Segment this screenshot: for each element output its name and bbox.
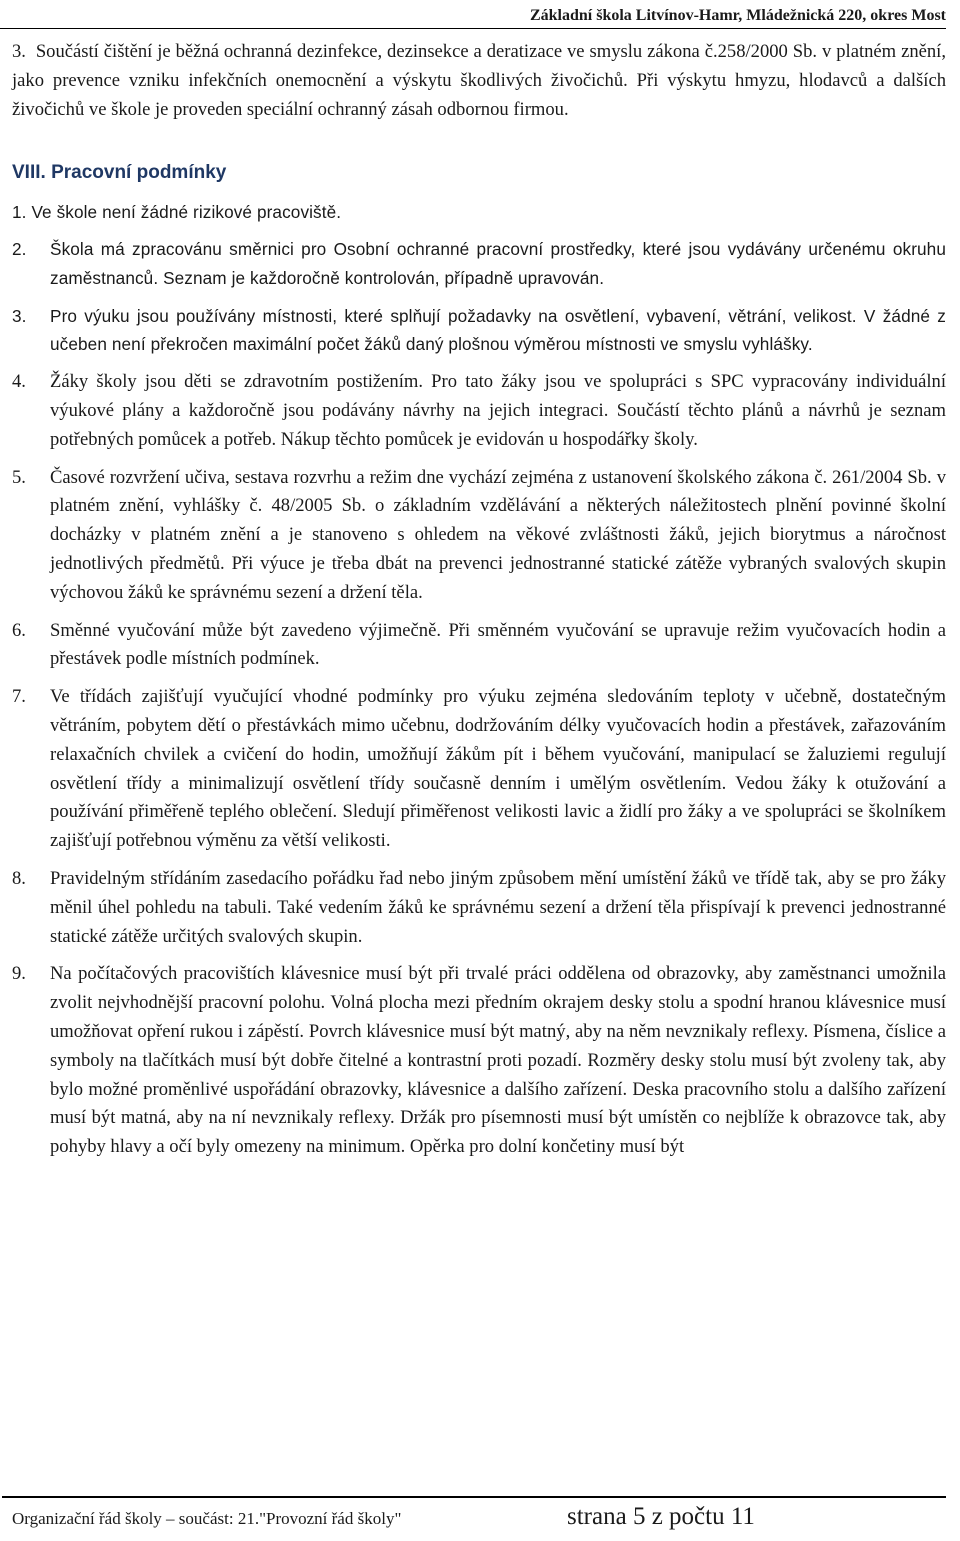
item-number: 5.: [12, 466, 26, 488]
header-school-name: Základní škola Litvínov-Hamr, Mládežnická 220, okres Most: [529, 7, 946, 24]
item-number: 7.: [12, 686, 26, 708]
intro-text: Součástí čištění je běžná ochranná dezinfekce, dezinsekce a deratizace ve smyslu zákona č.258/2000 Sb. v platném znění, jako prevence vzniku infekčních onemocnění a výskytu škodlivých živočichů. Při výskytu hmyzu, hlodavců a dalších živočichů ve škole je proveden speciální ochranný zásah odbornou firmou.: [12, 41, 946, 120]
list-item: [12, 302, 946, 360]
intro-number: 3.: [12, 41, 26, 62]
item-text: Časové rozvržení učiva, sestava rozvrhu a režim dne vychází zejména z ustanovení školského zákona č. 261/2004 Sb. v platném znění, vyhlášky č. 48/2005 Sb. o základním vzdělávání a některých náležitostech plnění povinné školní docházky v platném znění a je stanoveno s ohledem na věkové zvláštnosti žáků, jejich biorytmus a náročnost jednotlivých předmětů. Při výuce je třeba dbát na prevenci jednostranné statické zátěže vybraných svalových skupin výchovou žáků ke správnému sezení a držení těla.: [50, 466, 946, 603]
page-header: [0, 4, 946, 29]
list-item: [12, 865, 946, 951]
list-item: [12, 368, 946, 454]
list-item: [12, 617, 946, 675]
intro-paragraph: [12, 38, 946, 124]
item-number: 4.: [12, 371, 26, 393]
item-text: Na počítačových pracovištích klávesnice musí být při trvalé práci oddělena od obrazovky, aby zaměstnanci umožnila zvolit nejvhodnější pracovní polohu. Volná plocha mezi předním okrajem desky stolu a spodní hranou klávesnice musí umožňovat opření rukou i zápěstí. Povrch klávesnice musí být matný, aby na něm nevznikaly reflexy. Písmena, číslice a symboly na tlačítkách musí být dobře čitelné a kontrastní proti pozadí. Rozměry desky stolu musí být zvoleny tak, aby bylo možné proměnlivé uspořádání obrazovky, klávesnice a dalšího zařízení. Deska pracovního stolu a dalšího zařízení musí být matná, aby na ní nevznikaly reflexy. Držák pro písemnosti musí být umístěn co nejblíže k obrazovce tak, aby pohyby hlavy a očí byly omezeny na minimum. Opěrka pro dolní končetiny musí být: [50, 963, 946, 1158]
item-text: Ve škole není žádné rizikové pracoviště.: [31, 202, 342, 223]
item-text: Pravidelným střídáním zasedacího pořádku řad nebo jiným způsobem mění umístění žáků ve třídě tak, aby se pro žáky měnil úhel pohledu na tabuli. Také vedením žáků ke správnému sezení a držení těla přispívají k prevenci jednostranné statické zátěže určitých svalových skupin.: [50, 867, 946, 947]
item-number: 2.: [12, 238, 27, 259]
item-text: Ve třídách zajišťují vyučující vhodné podmínky pro výuku zejména sledováním teploty v učebně, dostatečným větráním, pobytem dětí o přestávkách mimo učebnu, dodržováním délky vyučovacích hodin a přestávek, zařazováním relaxačních chvilek a cvičení do hodin, umožňují žákům pít i během vyučování, manipulací se žaluziemi regulují osvětlení třídy a minimalizují osvětlení třídy současně denním i umělým osvětlením. Vedou žáky k otužování a používání přiměřeně teplého oblečení. Sledují přiměřenost velikosti lavic a židlí pro žáky a ve spolupráci se školníkem zajišťují potřebnou výměnu za větší velikosti.: [50, 686, 946, 852]
page-footer: [2, 1496, 946, 1538]
list-item: [12, 683, 946, 856]
item-number: 6.: [12, 619, 26, 641]
document-body: [12, 38, 946, 1171]
item-number: 3.: [12, 305, 27, 326]
item-number: 8.: [12, 867, 26, 889]
item-text: Škola má zpracovánu směrnici pro Osobní ochranné pracovní prostředky, které jsou vydávány určenému okruhu zaměstnanců. Seznam je každoročně kontrolován, případně upravován.: [50, 238, 946, 288]
list-item: [12, 960, 946, 1162]
item-text: Pro výuku jsou používány místnosti, které splňují požadavky na osvětlení, vybavení, větrání, velikost. V žádné z učeben není překročen maximální počet žáků daný plošnou výměrou místnosti ve smyslu vyhlášky.: [50, 305, 946, 355]
section-heading: VIII. Pracovní podmínky: [12, 162, 227, 184]
item-number: 9.: [12, 963, 26, 985]
list-item: [12, 235, 946, 293]
footer-page-number: strana 5 z počtu 11: [567, 1503, 755, 1530]
item-text: Žáky školy jsou děti se zdravotním postižením. Pro tato žáky jsou ve spolupráci s SPC vypracovány individuální výukové plány a každoročně jsou podávány návrhy na jejich integraci. Součástí těchto plánů a návrhů je seznam potřebných pomůcek a potřeb. Nákup těchto pomůcek je evidován u hospodářky školy.: [50, 371, 946, 450]
footer-document-name: Organizační řád školy – součást: 21."Provozní řád školy": [12, 1509, 402, 1528]
item-text: Směnné vyučování může být zavedeno výjimečně. Při směnném vyučování se upravuje režim vyučovacích hodin a přestávek podle místních podmínek.: [50, 619, 946, 670]
list-item: [12, 464, 946, 608]
list-item: [12, 198, 946, 227]
item-number: 1.: [12, 202, 27, 223]
